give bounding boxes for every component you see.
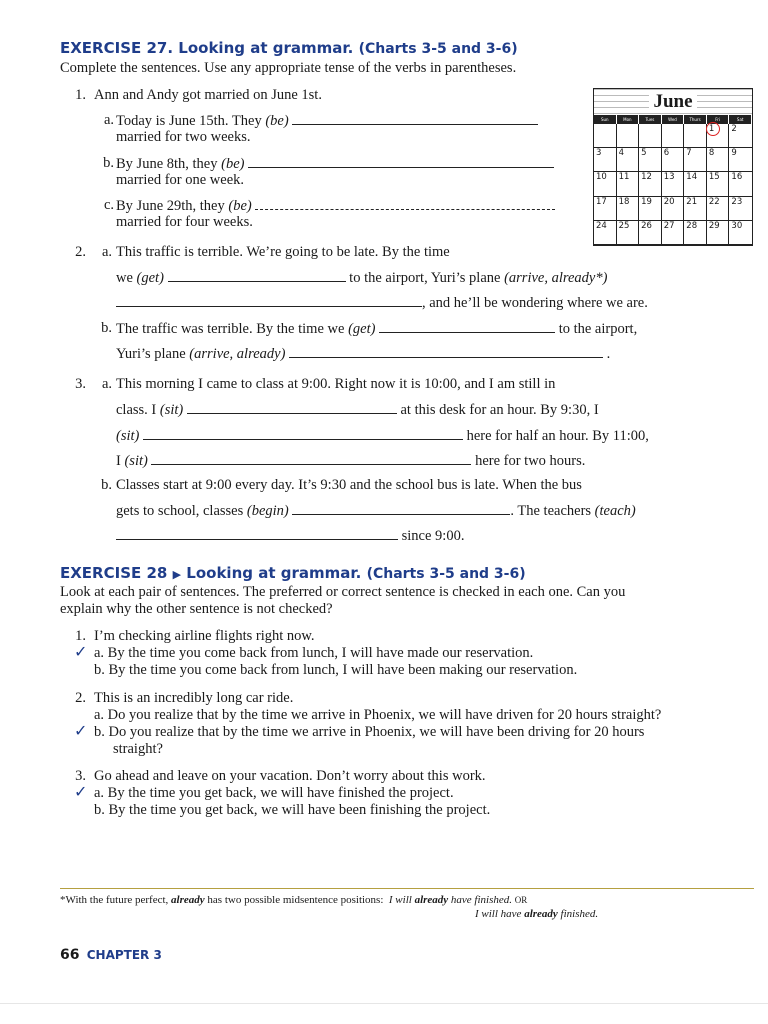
exercise-27-title: EXERCISE 27. Looking at grammar. (Charts 3-5 and 3-6) [60, 39, 518, 57]
q3a-blank-1[interactable] [187, 401, 397, 414]
calendar-day: 25 [617, 221, 640, 245]
q3a-line2: class. I (sit) at this desk for an hour. By 9:30, I [116, 402, 599, 418]
checkmark-icon: ✓ [74, 723, 88, 740]
q3a-line3: (sit) here for half an hour. By 11:00, [116, 428, 649, 444]
q1b-cont: married for one week. [116, 172, 245, 188]
calendar-day: 1 [707, 124, 730, 148]
ex28-item3-number: 3. [75, 768, 86, 784]
q3b-line3: since 9:00. [116, 527, 464, 545]
page-number: 66 [60, 947, 80, 963]
q2b-label: b. [101, 320, 112, 336]
q3a-blank-3[interactable] [151, 452, 471, 465]
q3b-blank-2[interactable] [116, 527, 398, 540]
calendar-day: 20 [662, 197, 685, 221]
ex28-item1-text: I’m checking airline flights right now. [94, 628, 315, 644]
q3a-blank-2[interactable] [143, 427, 463, 440]
q1c-cont: married for four weeks. [116, 214, 253, 230]
ex28-item3-a: a. By the time you get back, we will have finished the project. [94, 785, 454, 801]
ex28-item2-number: 2. [75, 690, 86, 706]
footnote-line1: *With the future perfect, already has two possible midsentence positions: I will already have finished. OR [60, 894, 528, 906]
calendar-day: 21 [684, 197, 707, 221]
calendar-title: June [594, 89, 752, 115]
arrow-right-icon: ▶ [172, 568, 182, 581]
q2b-line1: The traffic was terrible. By the time we (get) to the airport, [116, 321, 638, 337]
calendar-day: 13 [662, 172, 685, 196]
q3-number: 3. [75, 376, 86, 392]
q1a-blank[interactable] [292, 112, 538, 125]
calendar-day: 23 [729, 197, 752, 221]
q2a-blank-1[interactable] [168, 269, 346, 282]
ex28-item2-b: b. Do you realize that by the time we arrive in Phoenix, we will have been driving for 20 hours [94, 724, 645, 740]
june-calendar [593, 88, 753, 246]
ex28-item2-a: a. Do you realize that by the time we arrive in Phoenix, we will have driven for 20 hours straight? [94, 707, 662, 723]
exercise-28-instructions-1: Look at each pair of sentences. The preferred or correct sentence is checked in each one. Can you [60, 584, 626, 600]
calendar-day: 8 [707, 148, 730, 172]
q3a-line4: I (sit) here for two hours. [116, 453, 586, 469]
q1-text: Ann and Andy got married on June 1st. [94, 87, 322, 103]
q2a-line2: we (get) to the airport, Yuri’s plane (arrive, already*) [116, 270, 608, 286]
calendar-day-header: Fri [707, 115, 730, 124]
q1c-blank[interactable] [255, 197, 555, 210]
q3a-line1: This morning I came to class at 9:00. Right now it is 10:00, and I am still in [116, 376, 556, 392]
calendar-day-header: Wed [662, 115, 685, 124]
calendar-day: 29 [707, 221, 730, 245]
page-edge [0, 1003, 768, 1004]
q1c-label: c. [103, 197, 114, 213]
calendar-day-header: Mon [617, 115, 640, 124]
calendar-day: 19 [639, 197, 662, 221]
calendar-grid [594, 115, 752, 245]
calendar-day: 27 [662, 221, 685, 245]
exercise-28-title: EXERCISE 28 ▶ Looking at grammar. (Charts 3-5 and 3-6) [60, 564, 526, 582]
footnote-divider [60, 888, 754, 889]
q2a-label: a. [101, 244, 112, 260]
calendar-day: 16 [729, 172, 752, 196]
footnote-line2: I will have already finished. [475, 908, 599, 920]
ex28-item1-b: b. By the time you come back from lunch, I will have been making our reservation. [94, 662, 578, 678]
calendar-day: 2 [729, 124, 752, 148]
q3b-line2: gets to school, classes (begin) . The teachers (teach) [116, 503, 636, 519]
q2a-line3: , and he’ll be wondering where we are. [116, 294, 648, 312]
q1a-label: a. [103, 112, 114, 128]
q1b-line: By June 8th, they (be) [116, 155, 554, 173]
calendar-day: 26 [639, 221, 662, 245]
calendar-day: 9 [729, 148, 752, 172]
calendar-day: 24 [594, 221, 617, 245]
q3b-line1: Classes start at 9:00 every day. It’s 9:30 and the school bus is late. When the bus [116, 477, 582, 493]
ex28-item2-b-cont: straight? [113, 741, 163, 757]
calendar-day: 28 [684, 221, 707, 245]
q2b-line2: Yuri’s plane (arrive, already) . [116, 346, 611, 362]
q1a-line: Today is June 15th. They (be) [116, 112, 538, 130]
ex28-item1-a: a. By the time you come back from lunch, I will have made our reservation. [94, 645, 534, 661]
calendar-day: 15 [707, 172, 730, 196]
q2b-blank-1[interactable] [379, 320, 555, 333]
calendar-day: 6 [662, 148, 685, 172]
calendar-day [684, 124, 707, 148]
q3b-label: b. [101, 477, 112, 493]
calendar-day [594, 124, 617, 148]
q1a-cont: married for two weeks. [116, 129, 251, 145]
calendar-day: 17 [594, 197, 617, 221]
q2a-blank-2[interactable] [116, 294, 422, 307]
ex28-item3-text: Go ahead and leave on your vacation. Don’t worry about this work. [94, 768, 486, 784]
calendar-day-header: Thurs [684, 115, 707, 124]
q2-number: 2. [75, 244, 86, 260]
calendar-day: 30 [729, 221, 752, 245]
calendar-day-header: Sat [729, 115, 752, 124]
calendar-day: 10 [594, 172, 617, 196]
calendar-day [617, 124, 640, 148]
calendar-day [662, 124, 685, 148]
exercise-28-instructions-2: explain why the other sentence is not checked? [60, 601, 333, 617]
calendar-day: 7 [684, 148, 707, 172]
q1c-line: By June 29th, they (be) [116, 197, 555, 215]
page-footer [60, 947, 162, 964]
q2b-blank-2[interactable] [289, 345, 603, 358]
chapter-label: CHAPTER 3 [86, 948, 162, 962]
checkmark-icon: ✓ [74, 784, 88, 801]
calendar-day-header: Tues [639, 115, 662, 124]
calendar-day: 5 [639, 148, 662, 172]
calendar-day: 22 [707, 197, 730, 221]
ex28-item3-b: b. By the time you get back, we will have been finishing the project. [94, 802, 491, 818]
calendar-day: 11 [617, 172, 640, 196]
q1b-label: b. [103, 155, 114, 171]
calendar-day [639, 124, 662, 148]
q1b-blank[interactable] [248, 155, 554, 168]
calendar-day: 12 [639, 172, 662, 196]
checkmark-icon: ✓ [74, 644, 88, 661]
q3b-blank-1[interactable] [292, 502, 510, 515]
q2a-line1: This traffic is terrible. We’re going to be late. By the time [116, 244, 450, 260]
calendar-day: 3 [594, 148, 617, 172]
calendar-day: 18 [617, 197, 640, 221]
q3a-label: a. [101, 376, 112, 392]
ex28-item2-text: This is an incredibly long car ride. [94, 690, 294, 706]
ex28-item1-number: 1. [75, 628, 86, 644]
calendar-day: 14 [684, 172, 707, 196]
exercise-27-instructions: Complete the sentences. Use any appropriate tense of the verbs in parentheses. [60, 60, 517, 76]
q1-number: 1. [75, 87, 86, 103]
calendar-day: 4 [617, 148, 640, 172]
calendar-day-header: Sun [594, 115, 617, 124]
